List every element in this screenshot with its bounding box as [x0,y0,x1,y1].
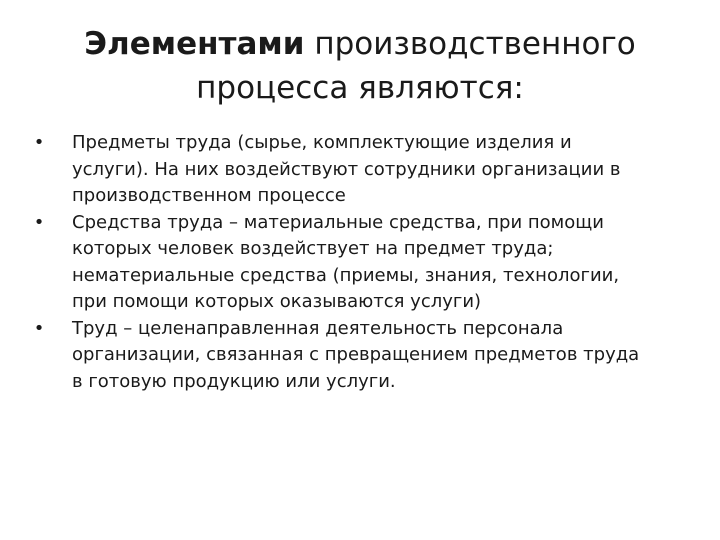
bullet-line: Средства труда – материальные средства, при помощи [72,211,604,233]
bullet-line: которых человек воздействует на предмет труда; [72,238,554,259]
bullet-dot-icon: • [33,132,45,153]
bullet-dot-icon: • [33,317,45,339]
slide-title [40,22,680,110]
title-bold-word: Элементами [84,26,305,62]
bullet-line: при помощи которых оказываются услуги) [72,291,482,312]
bullet-item [28,130,692,210]
bullet-dot-icon: • [33,211,45,233]
bullet-item [28,316,692,396]
bullet-line: организации, связанная с превращением предметов труда [72,344,640,365]
title-line1-rest: производственного [304,26,636,62]
bullet-line: Предметы труда (сырье, комплектующие изделия и [72,132,572,153]
bullet-item [28,210,692,316]
title-line2: процесса являются: [196,70,524,106]
bullet-line: Труд – целенаправленная деятельность персонала [72,317,564,339]
bullet-line: нематериальные средства (приемы, знания, технологии, [72,264,620,286]
bullet-list [28,130,692,395]
bullet-line: услуги). На них воздействуют сотрудники организации в [72,158,621,180]
bullet-line: производственном процессе [72,185,346,206]
bullet-line: в готовую продукцию или услуги. [72,370,396,392]
